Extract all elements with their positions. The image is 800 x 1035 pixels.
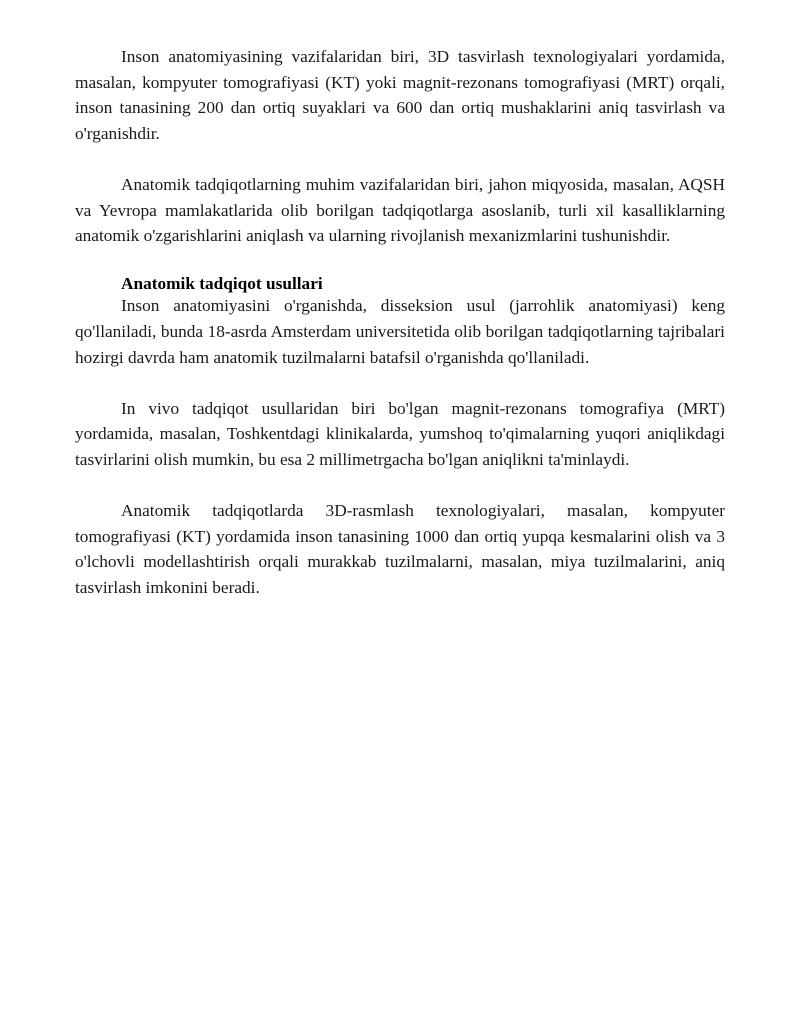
- section-heading: Anatomik tadqiqot usullari: [121, 274, 323, 294]
- paragraph-3d-modeling: Anatomik tadqiqotlarda 3D-rasmlash texnologiyalari, masalan, kompyuter tomografiyasi (KT) yordamida inson tanasining 1000 dan ortiq yupqa kesmalarini olish va 3 o'lchovli modellashtirish orqali murakkab tuzilmalarni, masalan, miya tuzilmalarini, aniq tasvirlash imkonini beradi.: [75, 501, 725, 597]
- paragraph-3d-imaging-tasks: Inson anatomiyasining vazifalaridan biri, 3D tasvirlash texnologiyalari yordamida, masalan, kompyuter tomografiyasi (KT) yoki magnit-rezonans tomografiyasi (MRT) orqali, inson tanasining 200 dan ortiq suyaklari va 600 dan ortiq mushaklarini aniq tasvirlash va o'rganishdir.: [75, 47, 725, 143]
- paragraph-mri-in-vivo: In vivo tadqiqot usullaridan biri bo'lgan magnit-rezonans tomografiya (MRT) yordamida, masalan, Toshkentdagi klinikalarda, yumshoq to'qimalarning yuqori aniqlikdagi tasvirlarini olish mumkin, bu esa 2 millimetrgacha bo'lgan aniqlikni ta'minlaydi.: [75, 398, 725, 469]
- document-page: [75, 44, 725, 600]
- paragraph-dissection-method: Inson anatomiyasini o'rganishda, disseksion usul (jarrohlik anatomiyasi) keng qo'llaniladi, bunda 18-asrda Amsterdam universitetida olib borilgan tadqiqotlarning tajribalari hozirgi davrda ham anatomik tuzilmalarni batafsil o'rganishda qo'llaniladi.: [75, 296, 725, 367]
- paragraph-research-tasks: Anatomik tadqiqotlarning muhim vazifalaridan biri, jahon miqyosida, masalan, AQSH va Yevropa mamlakatlarida olib borilgan tadqiqotlarga asoslanib, turli xil kasalliklarning anatomik o'zgarishlarini aniqlash va ularning rivojlanish mexanizmlarini tushunishdir.: [75, 174, 725, 246]
